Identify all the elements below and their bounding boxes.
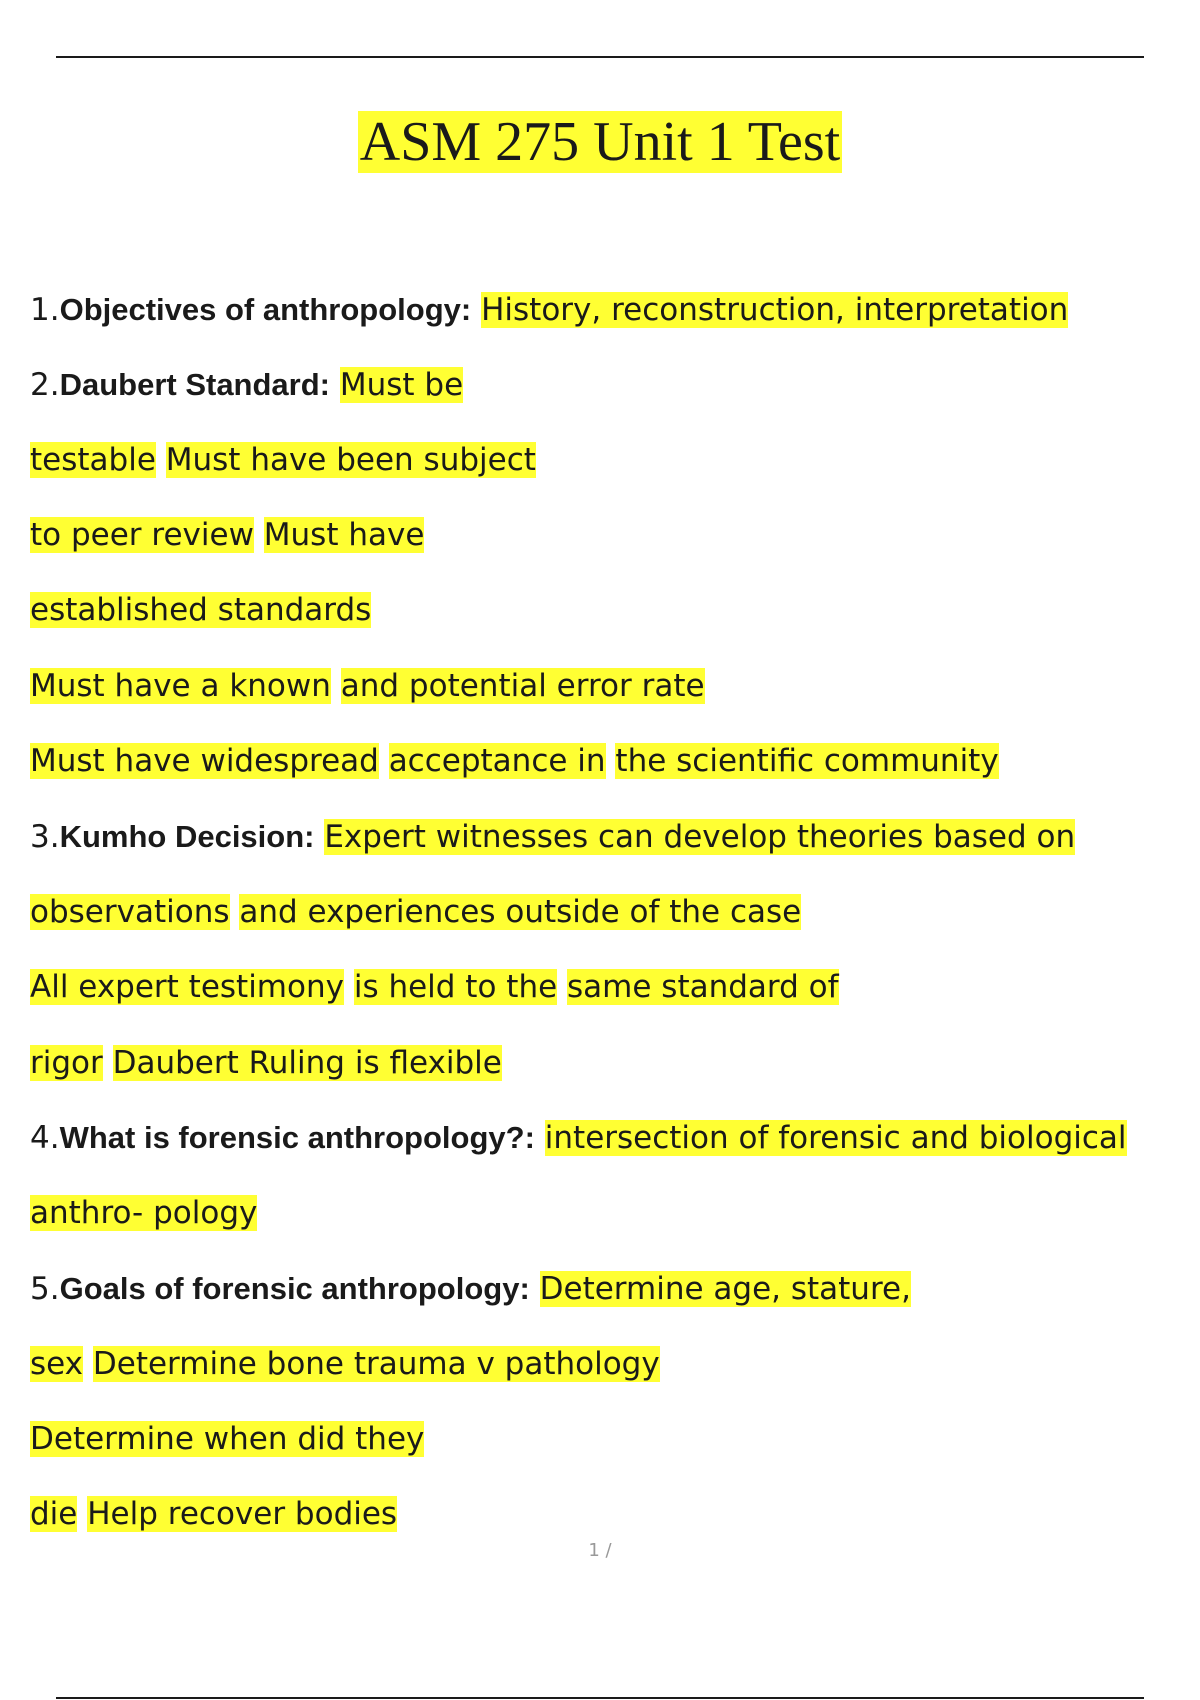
answer-text: Must have been subject xyxy=(165,442,536,478)
answer-line xyxy=(30,438,536,482)
answer-text: Expert witnesses can develop theories based on xyxy=(324,819,1076,855)
answer-text: acceptance in xyxy=(388,743,606,779)
answer-text: and experiences outside of the case xyxy=(239,894,802,930)
answer-line xyxy=(30,664,705,708)
document-title: ASM 275 Unit 1 Test xyxy=(359,111,841,173)
answer-text: Must have widespread xyxy=(30,743,379,779)
answer-text: Help recover bodies xyxy=(87,1496,398,1532)
item-number: 1. xyxy=(30,292,60,328)
answer-line xyxy=(30,965,839,1009)
page-number: 1 / xyxy=(588,1540,612,1561)
answer-line xyxy=(30,739,999,783)
answer-text: is held to the xyxy=(353,969,558,1005)
answer-text: Must be xyxy=(339,367,464,403)
answer-text: All expert testimony xyxy=(30,969,344,1005)
bottom-rule xyxy=(56,1697,1144,1699)
answer-text: die xyxy=(30,1496,78,1532)
answer-line xyxy=(30,890,801,934)
answer-text: rigor xyxy=(30,1045,103,1081)
question-label: Goals of forensic anthropology: xyxy=(59,1271,530,1306)
item-number: 2. xyxy=(30,367,60,403)
answer-text: sex xyxy=(30,1346,84,1382)
question-label: Kumho Decision: xyxy=(59,819,315,854)
item-3 xyxy=(30,815,1075,859)
answer-text: Determine age, stature, xyxy=(539,1271,911,1307)
answer-text: History, reconstruction, interpretation xyxy=(481,292,1069,328)
answer-text: Must have a known xyxy=(30,668,331,704)
answer-text: established standards xyxy=(30,592,372,628)
item-number: 4. xyxy=(30,1120,60,1156)
answer-text: and potential error rate xyxy=(340,668,705,704)
answer-text: Determine when did they xyxy=(30,1421,425,1457)
answer-line xyxy=(30,1041,502,1085)
answer-text: the scientific community xyxy=(615,743,999,779)
answer-line xyxy=(30,1492,397,1536)
item-number: 3. xyxy=(30,819,60,855)
answer-text: intersection of forensic and biological xyxy=(544,1120,1127,1156)
answer-text: testable xyxy=(30,442,156,478)
item-5 xyxy=(30,1267,911,1311)
item-1 xyxy=(30,288,1068,332)
answer-text: to peer review xyxy=(30,517,254,553)
answer-text: Must have xyxy=(263,517,425,553)
question-label: Daubert Standard: xyxy=(59,367,330,402)
top-rule xyxy=(56,56,1144,58)
item-2 xyxy=(30,363,463,407)
item-4 xyxy=(30,1116,1127,1160)
answer-text: observations xyxy=(30,894,230,930)
answer-line xyxy=(30,588,371,632)
answer-text: anthro- pology xyxy=(30,1195,258,1231)
item-number: 5. xyxy=(30,1271,60,1307)
question-label: Objectives of anthropology: xyxy=(59,292,472,327)
answer-text: Daubert Ruling is flexible xyxy=(112,1045,502,1081)
answer-line xyxy=(30,1417,424,1461)
answer-line xyxy=(30,513,424,557)
answer-text: same standard of xyxy=(567,969,839,1005)
question-label: What is forensic anthropology?: xyxy=(59,1120,535,1155)
answer-line xyxy=(30,1191,257,1235)
answer-line xyxy=(30,1342,660,1386)
answer-text: Determine bone trauma v pathology xyxy=(92,1346,660,1382)
